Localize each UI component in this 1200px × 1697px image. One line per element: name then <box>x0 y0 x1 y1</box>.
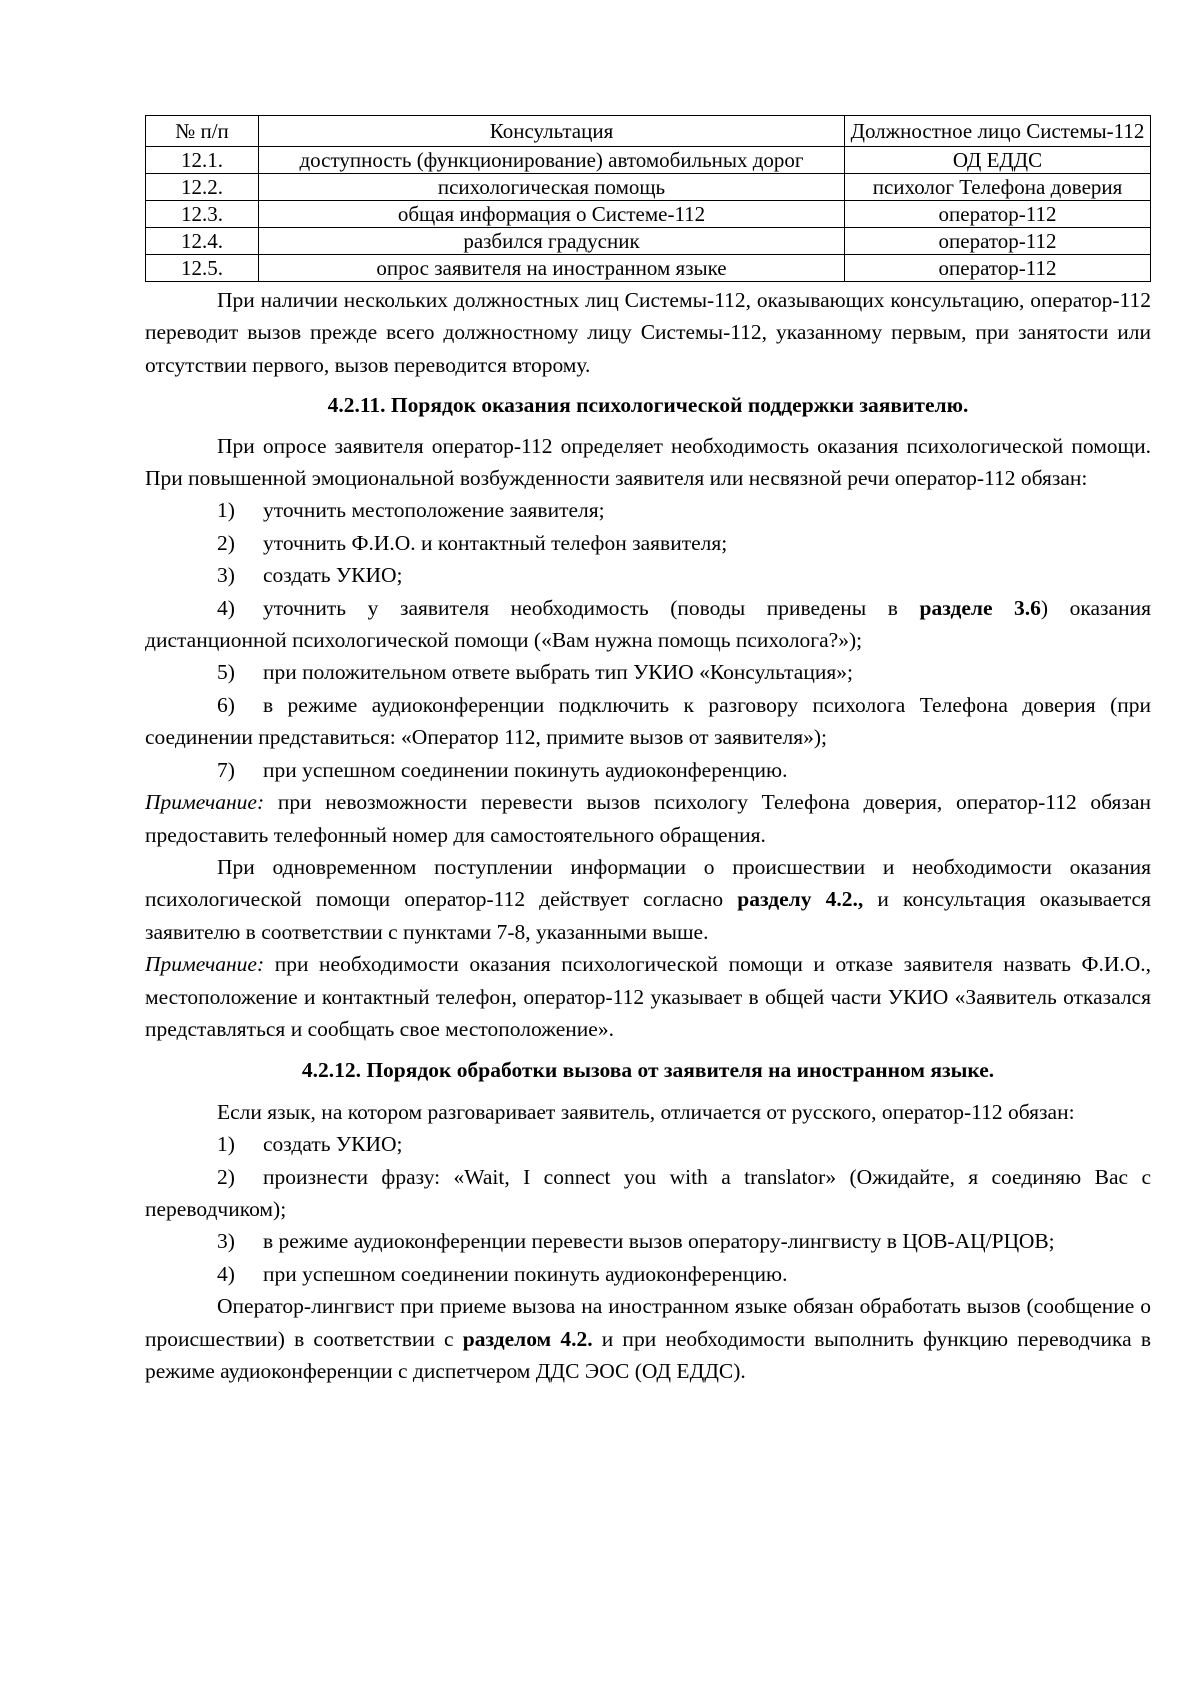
note-label: Примечание: <box>145 790 265 815</box>
list-number: 6) <box>217 692 235 717</box>
paragraph-foreign-intro: Если язык, на котором разговаривает заявитель, отличается от русского, оператор-112 обязан: <box>217 1099 1075 1124</box>
table-row <box>146 255 1151 282</box>
list-item <box>145 1258 1151 1290</box>
table-cell: психолог Телефона доверия <box>845 174 1151 201</box>
list-number: 2) <box>217 1164 235 1189</box>
list-item-text: создать УКИО; <box>263 563 403 588</box>
list-number: 1) <box>217 498 235 523</box>
list-number: 5) <box>217 660 235 685</box>
table-cell: оператор-112 <box>845 201 1151 228</box>
list-item <box>145 1161 1151 1226</box>
list-item <box>145 689 1151 754</box>
table-row <box>146 147 1151 174</box>
list-item <box>145 1128 1151 1160</box>
table-cell: 12.5. <box>146 255 259 282</box>
note-paragraph <box>145 948 1151 1045</box>
list-item-text: уточнить у заявителя необходимость (поводы приведены в <box>263 595 920 620</box>
list-item-text: произнести фразу: «Wait, I connect you with a translator» (Ожидайте, я соединяю Вас с переводчиком); <box>145 1164 1151 1221</box>
table-cell: 12.3. <box>146 201 259 228</box>
note-text: при необходимости оказания психологической помощи и отказе заявителя назвать Ф.И.О., местоположение и контактный телефон, оператор-112 указывает в общей части УКИО «Заявитель отказался представляться и сообщать свое местоположение». <box>145 952 1151 1041</box>
list-item-text: при успешном соединении покинуть аудиоконференцию. <box>263 1261 788 1286</box>
list-item <box>145 592 1151 657</box>
list-item-text: уточнить Ф.И.О. и контактный телефон заявителя; <box>263 530 728 555</box>
section-heading-4-2-11: 4.2.11. Порядок оказания психологической поддержки заявителю. <box>327 393 969 418</box>
list-item-text: в режиме аудиоконференции перевести вызов оператору-лингвисту в ЦОВ-АЦ/РЦОВ; <box>263 1229 1055 1254</box>
list-item-text: при успешном соединении покинуть аудиоконференцию. <box>263 757 788 782</box>
list-item <box>145 494 1151 526</box>
list-item <box>145 656 1151 688</box>
list-number: 4) <box>217 595 235 620</box>
table-row <box>146 174 1151 201</box>
table-row <box>146 201 1151 228</box>
table-cell: 12.2. <box>146 174 259 201</box>
consultation-table <box>145 115 1151 282</box>
paragraph-text: и при необходимости выполнить функцию переводчика в режиме аудиоконференции с диспетчером ДДС ЭОС (ОД ЕДДС). <box>145 1326 1151 1383</box>
list-item-text: ) оказания дистанционной психологической помощи («Вам нужна помощь психолога?»); <box>145 595 1151 653</box>
table-cell: общая информация о Системе-112 <box>259 201 845 228</box>
list-number: 7) <box>217 757 235 782</box>
list-item-text: при положительном ответе выбрать тип УКИО «Консультация»; <box>263 660 853 685</box>
table-row <box>146 228 1151 255</box>
paragraph-text: и консультация оказывается заявителю в соответствии с пунктами 7-8, указанными выше. <box>145 887 1151 944</box>
table-cell: опрос заявителя на иностранном языке <box>259 255 845 282</box>
list-item <box>145 1225 1151 1257</box>
paragraph-psych-intro: При опросе заявителя оператор-112 определяет необходимость оказания психологической помощи. При повышенной эмоциональной возбужденности заявителя или несвязной речи оператор-112 обязан: <box>145 433 1151 491</box>
section-heading-4-2-12: 4.2.12. Порядок обработки вызова от заявителя на иностранном языке. <box>301 1058 995 1083</box>
table-header-row <box>146 116 1151 147</box>
table-header-cell: Должностное лицо Системы-112 <box>845 116 1151 147</box>
list-item <box>145 559 1151 591</box>
list-item-text: в режиме аудиоконференции подключить к разговору психолога Телефона доверия (при соединении представиться: «Оператор 112, примите вызов от заявителя»); <box>145 692 1151 750</box>
table-cell: психологическая помощь <box>259 174 845 201</box>
list-number: 1) <box>217 1132 235 1157</box>
table-cell: оператор-112 <box>845 228 1151 255</box>
list-item <box>145 754 1151 786</box>
list-number: 4) <box>217 1261 235 1286</box>
table-cell: 12.1. <box>146 147 259 174</box>
table-header-cell: № п/п <box>146 116 259 147</box>
paragraph-multiple-officials: При наличии нескольких должностных лиц Системы-112, оказывающих консультацию, оператор-112 переводит вызов прежде всего должностному лицу Системы-112, указанному первым, при занятости или отсутствии первого, вызов переводится второму. <box>145 288 1151 377</box>
list-number: 2) <box>217 530 235 555</box>
table-cell: оператор-112 <box>845 255 1151 282</box>
table-cell: разбился градусник <box>259 228 845 255</box>
note-label: Примечание: <box>145 952 265 977</box>
note-text: при невозможности перевести вызов психологу Телефона доверия, оператор-112 обязан предоставить телефонный номер для самостоятельного обращения. <box>145 790 1151 847</box>
table-cell: ОД ЕДДС <box>845 147 1151 174</box>
table-cell: доступность (функционирование) автомобильных дорог <box>259 147 845 174</box>
paragraph-text: При одновременном поступлении информации о происшествии и необходимости оказания психологической помощи оператор-112 действует согласно <box>145 854 1151 912</box>
list-number: 3) <box>217 563 235 588</box>
table-header-cell: Консультация <box>259 116 845 147</box>
document-page <box>145 115 1151 1387</box>
section-reference: разделу 4.2., <box>737 887 864 912</box>
list-number: 3) <box>217 1229 235 1254</box>
paragraph-text: Оператор-лингвист при приеме вызова на иностранном языке обязан обработать вызов (сообщение о происшествии) в соответствии с <box>145 1294 1151 1351</box>
section-reference: разделом 4.2. <box>462 1326 593 1351</box>
list-item-text: уточнить местоположение заявителя; <box>263 498 605 523</box>
section-reference: разделе 3.6 <box>919 595 1041 620</box>
table-cell: 12.4. <box>146 228 259 255</box>
paragraph-simultaneous <box>145 851 1151 948</box>
list-item <box>145 527 1151 559</box>
note-paragraph <box>145 786 1151 851</box>
list-item-text: создать УКИО; <box>263 1132 403 1157</box>
paragraph-linguist <box>145 1290 1151 1387</box>
